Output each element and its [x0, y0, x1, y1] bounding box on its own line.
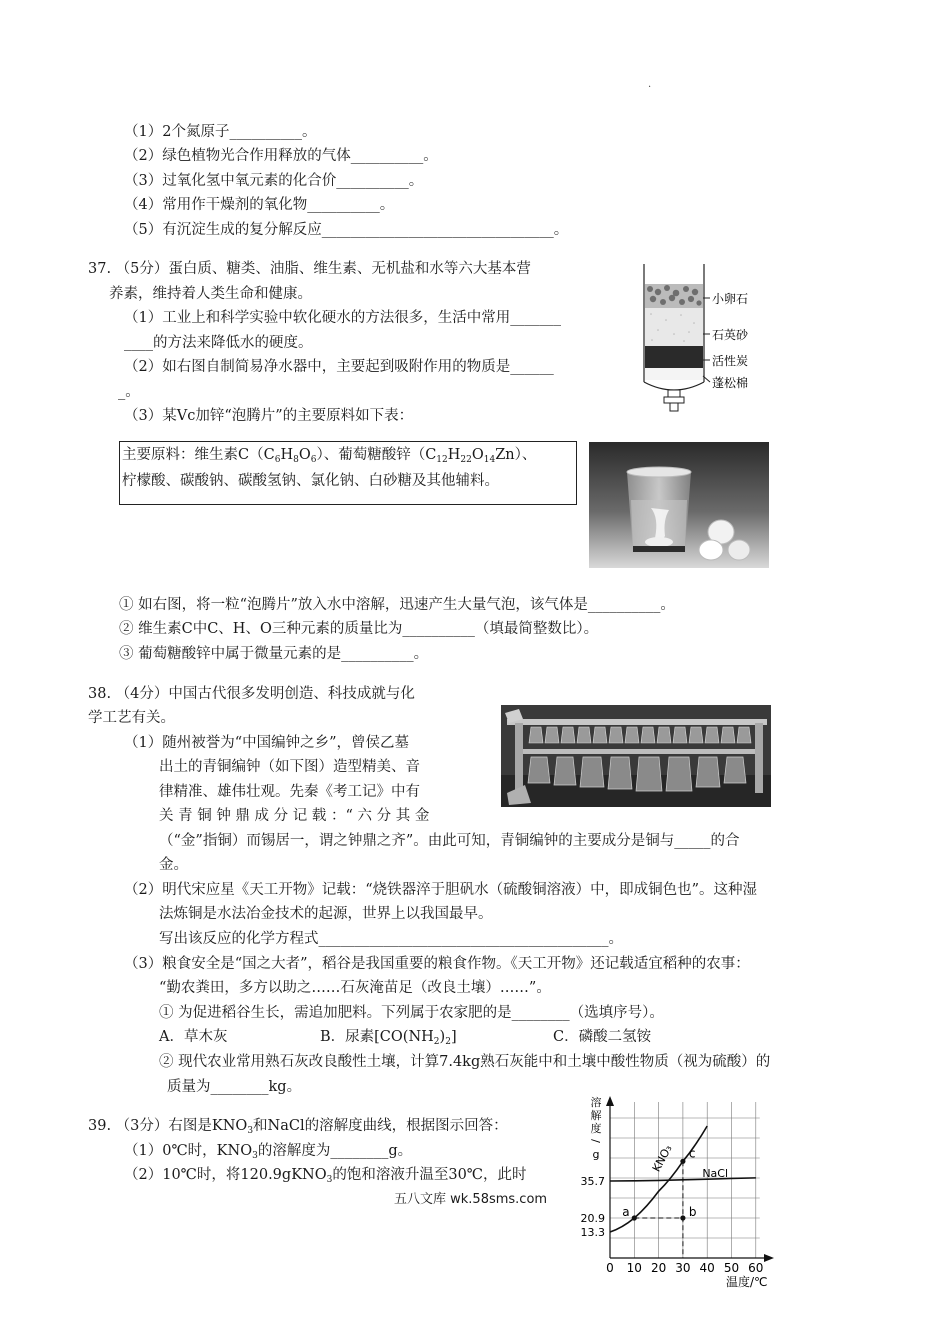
activated-carbon-layer — [645, 346, 703, 368]
series-label-NaCl: NaCl — [702, 1167, 729, 1180]
cotton-layer — [645, 368, 703, 380]
x-axis-label: 温度/℃ — [726, 1275, 768, 1289]
q38-part1-line1: （1）随州被誉为“中国编钟之乡”，曾侯乙墓 — [124, 735, 410, 751]
solubility-chart — [560, 1090, 790, 1290]
q38-part2-line2: 法炼铜是水法冶金技术的起源，世界上以我国最早。 — [159, 906, 493, 922]
q38-part2-line3: 写出该反应的化学方程式________________________________________。 — [159, 931, 623, 947]
q38-part1-line3: 律精准、雄伟壮观。先秦《考工记》中有 — [159, 784, 420, 800]
q39-stem: 39. （3分）右图是$KNO_3$和NaCl的溶解度曲线，根据图示回答： — [88, 1118, 508, 1136]
q37-part1-line1: （1）工业上和科学实验中软化硬水的方法很多，生活中常用_______ — [124, 310, 561, 326]
point-label-b: b — [688, 1205, 697, 1219]
q37-sub3: ③ 葡萄糖酸锌中属于微量元素的是__________。 — [119, 646, 429, 662]
x-tick-label-50: 50 — [723, 1261, 740, 1275]
effervescent-tablet-photo — [589, 442, 769, 568]
point-label-c: c — [688, 1146, 696, 1161]
filter-label-pebbles: 小卵石 — [712, 292, 749, 306]
q38-part3b-line2: 质量为________kg。 — [167, 1079, 302, 1095]
filter-label-quartz-sand: 石英砂 — [712, 328, 749, 342]
q37-stem-line1: 37. （5分）蛋白质、糖类、油脂、维生素、无机盐和水等六大基本营 — [88, 261, 531, 277]
q36-item-2: （2）绿色植物光合作用释放的气体__________。 — [124, 148, 438, 164]
ingredients-line1: 主要原料：维生素$C(C_6H_8O_6)$、葡萄糖酸锌$(C_{12}H_{22}O_{14}Zn)$、 — [122, 447, 537, 465]
q36-item-5: （5）有沉淀生成的复分解反应________________________________。 — [124, 222, 569, 238]
watermark-footer: 五八文库 wk.58sms.com — [394, 1192, 548, 1207]
point-c — [680, 1159, 685, 1164]
y-tick-label-13.3: 13.3 — [580, 1226, 605, 1239]
q38-option-c: C．磷酸二氢铵 — [553, 1029, 652, 1045]
filter-label-activated-carbon: 活性炭 — [712, 354, 749, 368]
x-tick-label-0: 0 — [606, 1261, 614, 1275]
q37-stem-line2: 养素，维持着人类生命和健康。 — [109, 286, 312, 302]
q37-sub2: ② 维生素C中C、H、O三种元素的质量比为__________（填最简整数比）。 — [119, 621, 599, 637]
x-tick-label-30: 30 — [675, 1261, 691, 1275]
q37-part2-line1: （2）如右图自制简易净水器中，主要起到吸附作用的物质是______ — [124, 359, 554, 375]
y-axis-label-char-3: / — [589, 1139, 602, 1143]
series-label-KNO3: KNO₃ — [649, 1142, 675, 1175]
q37-part1-line2: ____的方法来降低水的硬度。 — [124, 335, 313, 351]
y-tick-label-20.9: 20.9 — [580, 1212, 605, 1225]
y-axis-label — [589, 1095, 602, 1161]
y-axis-label-char-0: 溶 — [590, 1096, 602, 1109]
q37-part2-line2: _。 — [118, 384, 140, 400]
y-axis-arrow — [606, 1096, 614, 1106]
q39-part2: （2）10℃时，将120.9gKNO$_3$的饱和溶液升温至30℃，此时 — [124, 1167, 527, 1185]
q38-part1-line5: （“金”指铜）而锡居一，谓之钟鼎之齐”。由此可知，青铜编钟的主要成分是铜与_____的合 — [159, 833, 740, 849]
q38-part3-line3: ① 为促进稻谷生长，需追加肥料。下列属于农家肥的是________（选填序号）。 — [159, 1005, 664, 1021]
q37-part3: （3）某Vc加锌“泡腾片”的主要原料如下表： — [124, 408, 414, 424]
x-tick-label-10: 10 — [626, 1261, 642, 1275]
x-tick-label-60: 60 — [748, 1261, 764, 1275]
quartz-sand-layer — [645, 308, 703, 346]
q38-part2-line1: （2）明代宋应星《天工开物》记载：“烧铁器淬于胆矾水（硫酸铜溶液）中，即成铜色也”。这种湿 — [124, 882, 758, 898]
x-tick-label-40: 40 — [699, 1261, 715, 1275]
q38-stem-line1: 38. （4分）中国古代很多发明创造、科技成就与化 — [88, 686, 415, 702]
water-filter-figure — [636, 262, 796, 414]
q39-part1: （1）0℃时，$KNO_3$的溶解度为________g。 — [124, 1143, 413, 1161]
x-axis-arrow — [764, 1254, 774, 1262]
page-dot: . — [648, 79, 652, 90]
q36-item-4: （4）常用作干燥剂的氧化物__________。 — [124, 197, 395, 213]
y-tick-label-35.7: 35.7 — [580, 1175, 605, 1188]
q38-part3-line1: （3）粮食安全是“国之大者”，稻谷是我国重要的粮食作物。《天工开物》还记载适宜稻种的农事： — [124, 956, 750, 972]
q38-stem-line2: 学工艺有关。 — [88, 710, 175, 726]
point-b — [680, 1215, 685, 1220]
q38-part1-line2: 出土的青铜编钟（如下图）造型精美、音 — [159, 759, 420, 775]
q38-option-b: B．尿素$[CO(NH_2)_2]$ — [320, 1029, 457, 1047]
point-a — [632, 1215, 637, 1220]
ingredients-box — [119, 441, 577, 505]
x-tick-label-20: 20 — [650, 1261, 667, 1275]
q38-part1-line6: 金。 — [159, 857, 188, 873]
q38-part3-line2: “勤农粪田，多方以助之……石灰淹苗足（改良土壤）……”。 — [159, 980, 551, 996]
q36-item-3: （3）过氧化氢中氧元素的化合价__________。 — [124, 173, 424, 189]
filter-label-cotton: 蓬松棉 — [712, 376, 749, 390]
q36-item-1: （1）2个氮原子__________。 — [124, 124, 317, 140]
ingredients-line2: 柠檬酸、碳酸钠、碳酸氢钠、氯化钠、白砂糖及其他辅料。 — [122, 473, 499, 489]
q38-part3b-line1: ② 现代农业常用熟石灰改良酸性土壤，计算7.4kg熟石灰能中和土壤中酸性物质（视为硫酸）的 — [159, 1054, 771, 1070]
point-label-a: a — [622, 1205, 630, 1219]
q38-part1-line4: 关 青 铜 钟 鼎 成 分 记 载 ：“ 六 分 其 金 — [159, 808, 430, 824]
bianzhong-bells-photo — [501, 705, 771, 807]
y-axis-label-char-1: 解 — [590, 1109, 602, 1122]
q37-sub1: ① 如右图，将一粒“泡腾片”放入水中溶解，迅速产生大量气泡，该气体是__________。 — [119, 597, 675, 613]
q38-option-a: A．草木灰 — [159, 1029, 228, 1045]
y-axis-label-char-4: g — [592, 1148, 600, 1161]
y-axis-label-char-2: 度 — [590, 1122, 602, 1135]
